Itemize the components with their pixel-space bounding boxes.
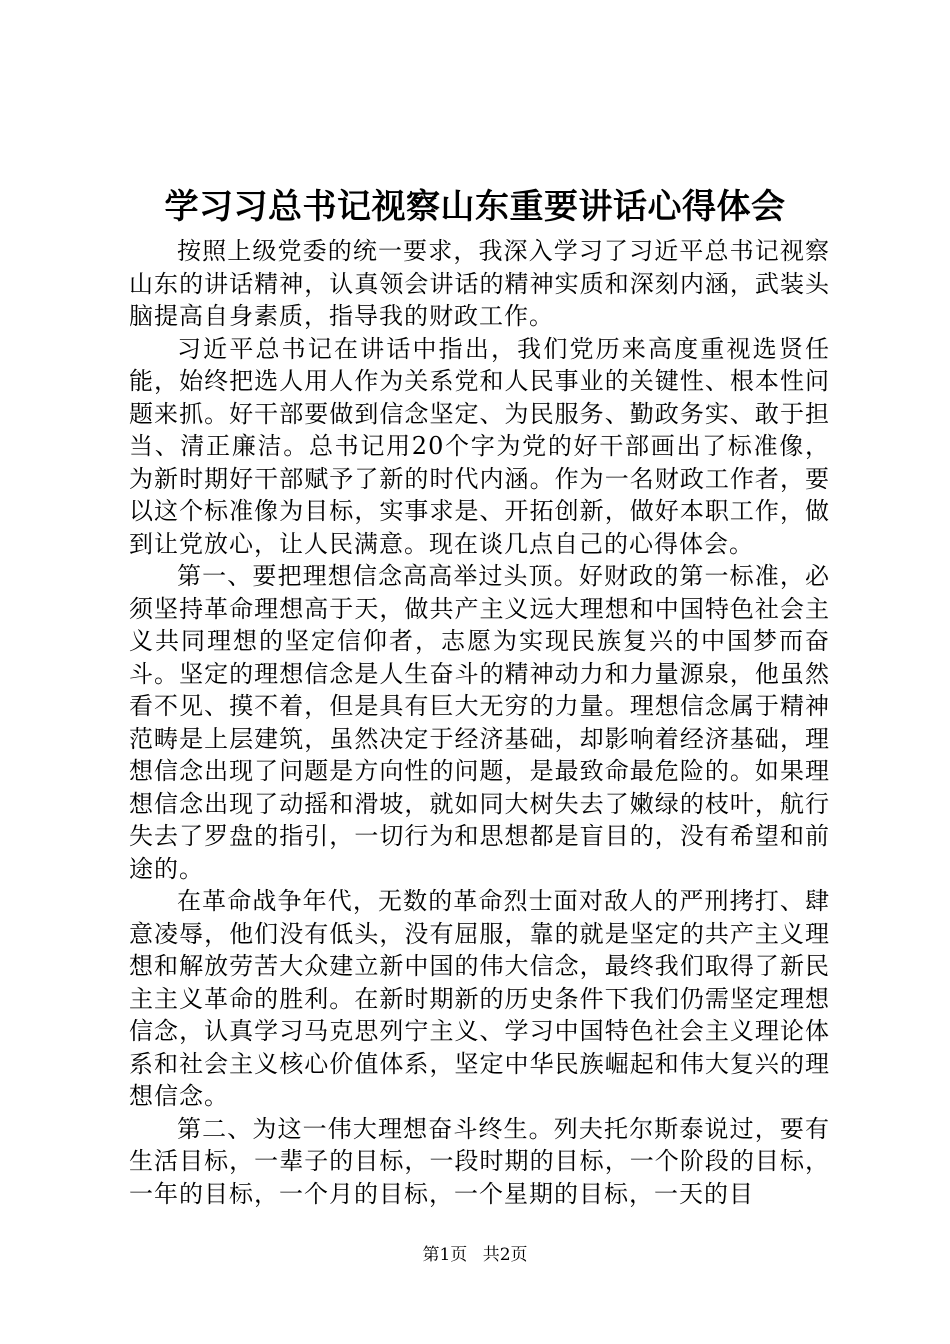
page-footer xyxy=(0,1243,950,1267)
paragraph-2: 习近平总书记在讲话中指出，我们党历来高度重视选贤任能，始终把选人用人作为关系党和人民事业的关键性、根本性问题来抓。好干部要做到信念坚定、为民服务、勤政务实、敢于担当、清正廉洁。总书记用20个字为党的好干部画出了标准像，为新时期好干部赋予了新的时代内涵。作为一名财政工作者，要以这个标准像为目标，实事求是、开拓创新，做好本职工作，做到让党放心，让人民满意。现在谈几点自己的心得体会。 xyxy=(129,334,830,558)
paragraph-4: 在革命战争年代，无数的革命烈士面对敌人的严刑拷打、肆意凌辱，他们没有低头，没有屈服，靠的就是坚定的共产主义理想和解放劳苦大众建立新中国的伟大信念，最终我们取得了新民主主义革命的胜利。在新时期新的历史条件下我们仍需坚定理想信念，认真学习马克思列宁主义、学习中国特色社会主义理论体系和社会主义核心价值体系，坚定中华民族崛起和伟大复兴的理想信念。 xyxy=(129,887,830,1110)
paragraph-3: 第一、要把理想信念高高举过头顶。好财政的第一标准，必须坚持革命理想高于天，做共产主义远大理想和中国特色社会主义共同理想的坚定信仰者，志愿为实现民族复兴的中国梦而奋斗。坚定的理想信念是人生奋斗的精神动力和力量源泉，他虽然看不见、摸不着，但是具有巨大无穷的力量。理想信念属于精神范畴是上层建筑，虽然决定于经济基础，却影响着经济基础，理想信念出现了问题是方向性的问题，是最致命最危险的。如果理想信念出现了动摇和滑坡，就如同大树失去了嫩绿的枝叶，航行失去了罗盘的指引，一切行为和思想都是盲目的，没有希望和前途的。 xyxy=(129,562,830,883)
document-body xyxy=(129,235,830,1210)
paragraph-1: 按照上级党委的统一要求，我深入学习了习近平总书记视察山东的讲话精神，认真领会讲话的精神实质和深刻内涵，武装头脑提高自身素质，指导我的财政工作。 xyxy=(129,237,830,330)
page-number-current: 第1页 xyxy=(422,1245,468,1265)
paragraph-5: 第二、为这一伟大理想奋斗终生。列夫托尔斯泰说过，要有生活目标，一辈子的目标，一段时期的目标，一个阶段的目标，一年的目标，一个月的目标，一个星期的目标，一天的目 xyxy=(129,1114,830,1208)
page-number-total: 共2页 xyxy=(482,1245,528,1265)
document-title: 学习习总书记视察山东重要讲话心得体会 xyxy=(164,187,786,227)
